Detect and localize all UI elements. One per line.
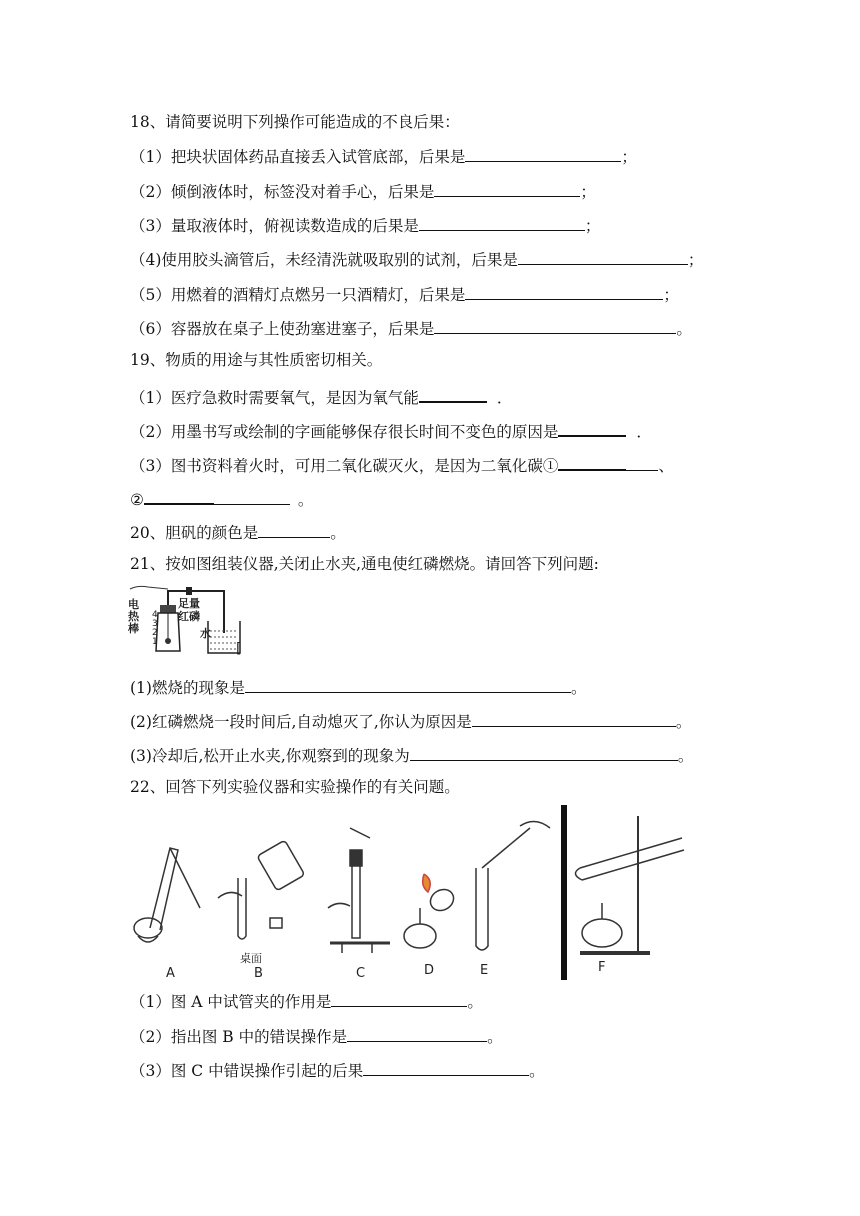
answer-blank[interactable] <box>465 145 621 162</box>
q21-item-1: (1)燃烧的现象是 。 <box>130 676 586 699</box>
figure-label-a: A <box>166 966 175 981</box>
figure-b-drawing <box>218 840 305 939</box>
answer-blank[interactable] <box>558 419 626 437</box>
answer-blank[interactable] <box>245 676 571 693</box>
q19-title: 19、物质的用途与其性质密切相关。 <box>130 351 383 369</box>
q18-item-4: （4)使用胶头滴管后，未经清洗就吸取别的试剂，后果是 ； <box>130 248 703 271</box>
answer-blank[interactable] <box>347 1025 487 1042</box>
red-phosphorus-apparatus-figure <box>128 583 248 661</box>
q20-line: 20、胆矾的颜色是 。 <box>130 521 346 544</box>
q18-item-5: （5）用燃着的酒精灯点燃另一只酒精灯，后果是 ； <box>130 283 679 306</box>
answer-blank[interactable] <box>258 521 330 538</box>
answer-blank-tail <box>214 488 290 505</box>
q18-item-3: （3）量取液体时，俯视读数造成的后果是 ； <box>130 214 600 237</box>
q22-item-1: （1）图 A 中试管夹的作用是 。 <box>130 990 483 1013</box>
answer-blank[interactable] <box>144 487 214 505</box>
figure-label-c: C <box>356 966 366 981</box>
answer-blank[interactable] <box>410 744 678 761</box>
answer-blank[interactable] <box>363 1059 529 1076</box>
q21-item-3: (3)冷却后,松开止水夹,你观察到的现象为 。 <box>130 744 693 767</box>
answer-blank-tail <box>626 454 658 471</box>
lab-operations-drawing <box>130 808 700 988</box>
figure-label-e: E <box>480 963 489 978</box>
figure-a-drawing <box>134 848 200 942</box>
figure-d-drawing <box>404 874 457 948</box>
answer-blank[interactable] <box>419 385 487 403</box>
water-label: 水 <box>200 627 211 640</box>
answer-blank[interactable] <box>465 283 663 300</box>
figure-label-b: B <box>254 966 263 981</box>
figure-e-drawing <box>476 821 550 950</box>
bracket-mark: [ <box>236 641 242 657</box>
q18-item-2: （2）倾倒液体时，标签没对着手心，后果是 ； <box>130 180 596 203</box>
clamp-icon <box>186 587 192 595</box>
q19-item-2: （2）用墨书写或绘制的字画能够保存很长时间不变色的原因是 ． <box>130 419 652 443</box>
q19-item-3b: ② 。 <box>130 487 313 511</box>
q22-item-2: （2）指出图 B 中的错误操作是 。 <box>130 1025 503 1048</box>
heater-label: 电 热 棒 <box>128 598 139 635</box>
figure-c-drawing <box>328 828 390 953</box>
q21-title: 21、按如图组装仪器,关闭止水夹,通电使红磷燃烧。请回答下列问题: <box>130 555 599 573</box>
answer-blank[interactable] <box>558 453 626 471</box>
scale-marks: 4 3 2 1 <box>152 610 158 647</box>
figure-label-f: F <box>598 960 606 975</box>
answer-blank[interactable] <box>434 317 676 334</box>
figure-f-drawing <box>575 816 684 953</box>
answer-blank[interactable] <box>472 710 676 727</box>
q19-item-3: （3）图书资料着火时，可用二氧化碳灭火，是因为二氧化碳① 、 <box>130 453 674 477</box>
q18-title: 18、请简要说明下列操作可能造成的不良后果： <box>130 113 460 131</box>
q22-item-3: （3）图 C 中错误操作引起的后果 。 <box>130 1059 545 1082</box>
desk-label: 桌面 <box>240 952 262 965</box>
figure-label-d: D <box>424 963 435 978</box>
lab-operations-figure <box>130 808 700 988</box>
answer-blank[interactable] <box>518 248 688 265</box>
q18-item-1: （1）把块状固体药品直接丢入试管底部，后果是 ； <box>130 145 637 168</box>
answer-blank[interactable] <box>434 180 580 197</box>
answer-blank[interactable] <box>331 990 467 1007</box>
q19-item-1: （1）医疗急救时需要氧气，是因为氧气能 ． <box>130 385 512 409</box>
phosphorus-label: 足量 红磷 <box>178 597 200 623</box>
q22-title: 22、回答下列实验仪器和实验操作的有关问题。 <box>130 778 460 796</box>
figure-divider <box>561 805 567 980</box>
answer-blank[interactable] <box>419 214 585 231</box>
q21-item-2: (2)红磷燃烧一段时间后,自动熄灭了,你认为原因是 。 <box>130 710 691 733</box>
q18-item-6: （6）容器放在桌子上使劲塞进塞子，后果是 。 <box>130 317 692 340</box>
